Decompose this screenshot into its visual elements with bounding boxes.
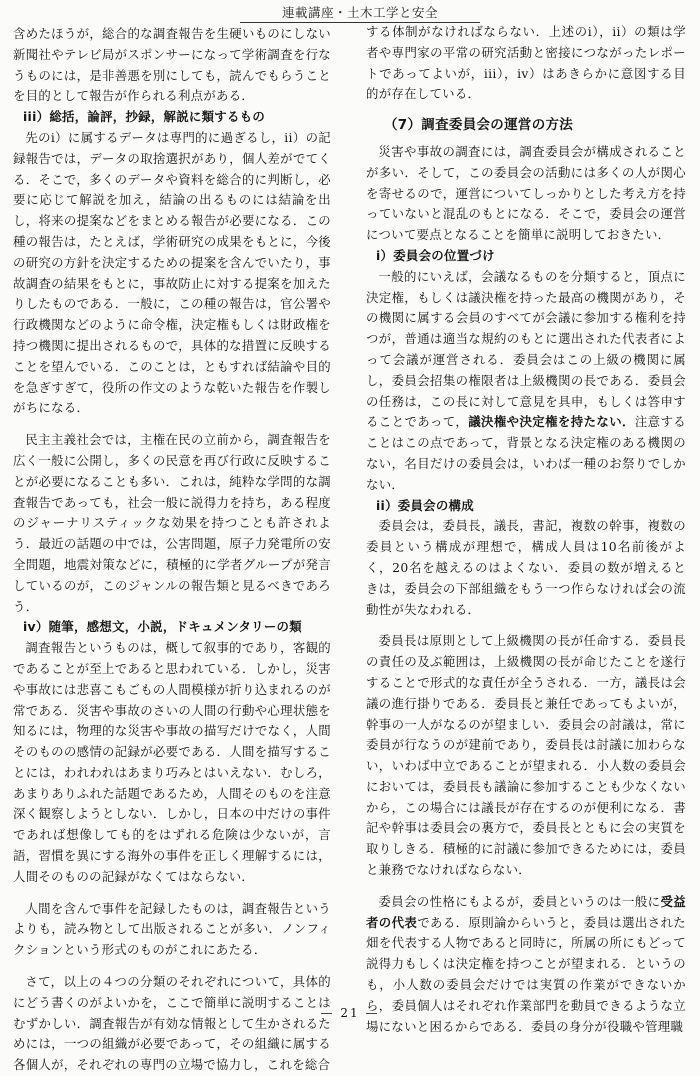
page-number: — 21 — <box>320 1006 380 1020</box>
text-run: である．原則論からいうと，委員は選出された畑を代表する人物であると同時に，所属の所にもどって説得力もしくは決定権を持つことが望まれる．というのも，小人数の委員会だけでは実質の作業ができないから，委員個人はそれぞれ作業部門を動員できるような立場にないと困るからである．委員の身分が役職や管理職 <box>366 914 686 1034</box>
paragraph: 委員長は原則として上級機関の長が任命する．委員長の責任の及ぶ範囲は，上級機関の長が命じたことを遂行することで形式的な責任が全うされる．一方，議長は会議の進行掛りである．委員長と兼任であってもよいが，幹事の一人がなるのが望ましい．委員会の討議は，常に委員が行なうのが建前であり，委員長は討議に加わらない，いわば中立であることが望まれる．小人数の委員会においては，委員長も議論に参加することも少なくないから，この場合には議長が存在するのが便利になる．書記や幹事は委員会の裏方で，委員長とともに会の実質を取りしきる．積極的に討議に参加できるためには，委員と兼務でなければならない． <box>366 633 686 878</box>
text-run: 注意することはこの点であって，背景となる決定権のある機関のない，名目だけの委員会は，いわば一種のお祭りでしかない． <box>366 414 686 492</box>
section-heading-iii: iii）総括，論評，抄録，解説に類するもの <box>23 109 266 125</box>
emphasis-text: 受益者の代表 <box>366 893 686 930</box>
text-run: 一般的にいえば，会議なるものを分類すると，頂点に決定権，もしくは議決権を持った最高の機関があり，その機関に属する会員のすべてが会議に参加する権利を持つが，普通は適当な規約のもとに選出された代表者によって会議が運営される．委員会はこの上級の機関に属し，委員会招集の権限者は上級機関の長である．委員会の任務は，この長に対して意見を具申，もしくは答申することであって， <box>366 268 686 430</box>
subsection-heading-ii: ii）委員会の構成 <box>376 497 474 513</box>
paragraph: 民主主義社会では，主権在民の立前から，調査報告を広く一般に公開し，多くの民意を再び行政に反映することが必要になることも多い．これは，純粋な学問的な調査報告であっても，社会一般に説得力を持ち，ある程度のジャーナリスティックな効果を持つことも許されよう．最近の話題の中では，公害問題，原子力発電所の安全問題，地震対策などに，積極的に学者グループが発言しているのが，このジャンルの報告類と見るべきであろう． <box>13 432 331 614</box>
paragraph: 先のi）に属するデータは専門的に過ぎるし，ii）の記録報告では，データの取捨選択があり，個人差がでてくる．そこで，多くのデータや資料を総合的に判断し，必要に応じて解説を加え，結論の出るものには結論を出し，将来の提案などをまとめる報告が必要になる．この種の報告は，たとえば，学術研究の成果をもとに，今後の研究の方針を決定するための提案を含んでいたり，事故調査の結果をもとに，事故防止に対する提案を加えたりしたものである．一般に，この種の報告は，官公署や行政機関などのように命令権，決定権もしくは財政権を持つ機関に提出されるもので，具体的な措置に反映することを望んでいる．このことは，ともすれば結論や目的を急ぎすぎて，役所の作文のような乾いた報告を作製しがちになる． <box>13 129 331 416</box>
emphasis-text: 議決権や決定権を持たない． <box>468 414 635 430</box>
right-column <box>366 22 686 1037</box>
section-heading-7: （7）調査委員会の運営の方法 <box>384 117 574 134</box>
section-heading-iv: iv）随筆，感想文，小説，ドキュメンタリーの類 <box>23 619 302 635</box>
paragraph: さて，以上の４つの分類のそれぞれについて，具体的にどう書くのがよいかを，ここで簡単に説明することはむずかしい．調査報告が有効な情報として生かされるためには，一つの組織が必要であって，その組織に属する各個人が，それぞれの専門の立場で協力し，これを総合 <box>13 974 331 1073</box>
running-header: 連載講座・土木工学と安全 <box>240 3 480 23</box>
paragraph: 人間を含んで事件を記録したものは，調査報告というよりも，読み物として出版されることが多い．ノンフィクションという形式のものがこれにあたる． <box>13 900 331 958</box>
paragraph: 委員会は，委員長，議長，書記，複数の幹事，複数の委員という構成が理想で，構成人員は10名前後がよく，20名を越えるのはよくない．委員の数が増えるときは，委員会の下部組織をもう一つ作らなければ会の流動性が失なわれる． <box>366 518 686 617</box>
paragraph: する体制がなければならない．上述のi），ii）の類は学者や専門家の平常の研究活動と密接につながったレポートであってよいが，iii），iv）はあきらかに意図する目的が存在している． <box>366 24 686 102</box>
left-column <box>13 24 331 1076</box>
paragraph <box>366 267 686 496</box>
subsection-heading-i: i）委員会の位置づけ <box>376 247 495 263</box>
paragraph: 災害や事故の調査には，調査委員会が構成されることが多い．そして，この委員会の活動には多くの人が関心を寄せるので，運営についてしっかりとした考え方を持っていないと混乱のもとになる．そこで，委員会の運営について要点となることを簡単に説明しておきたい． <box>366 143 686 243</box>
paragraph: 含めたほうが，総合的な調査報告を生硬いものにしない新聞社やテレビ局がスポンサーになって学術調査を行なうものには，是非善悪を別にしても，読んでもらうことを目的として報告が作られる利点がある． <box>13 26 331 104</box>
text-run: 委員会の性格にもよるが，委員というのは一般に <box>378 893 661 909</box>
paragraph: 調査報告というものは，概して叙事的であり，客観的であることが至上であると思われている．しかし，災害や事故には悲喜こもごもの人間模様が折り込まれるのが常である．災害や事故のさいの人間の行動や心理状態を知るには，物理的な災害や事故の描写だけでなく，人間そのものの感情の記録が必要である．人間を描写することには，われわれはあまり巧みとはいえない．むしろ，あまりありふれた話題であるため，人間そのものを注意深く観察しようとしない．しかし，日本の中だけの事件であれば想像しても的をはずれる危険は少ないが，言語，習慣を異にする海外の事件を正しく理解するには，人間そのものの記録がなくてはならない． <box>13 640 331 884</box>
